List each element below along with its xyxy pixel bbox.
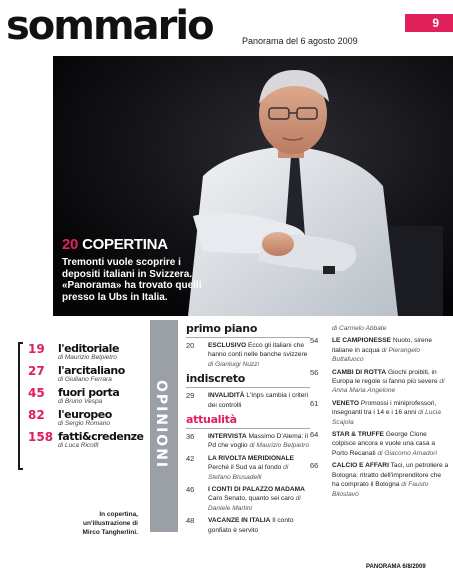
toc-entry[interactable]	[186, 432, 310, 451]
opinion-item[interactable]	[28, 430, 146, 450]
masthead-title: sommario	[6, 3, 213, 49]
entry-kicker: CAMBI DI ROTTA	[332, 368, 387, 376]
toc-entry[interactable]	[186, 454, 310, 482]
entry-kicker: ESCLUSIVO	[208, 342, 247, 349]
opinion-author: di Giuliano Ferrara	[58, 376, 112, 383]
entry-text: L'Inps cambia i criteri dei controlli	[208, 392, 309, 409]
entry-page-number: 54	[310, 336, 319, 346]
cover-credit-caption	[42, 510, 138, 537]
opinion-author: di Sergio Romano	[58, 420, 111, 427]
opinioni-band-label: OPINIONI	[153, 380, 169, 470]
contents-column-middle	[186, 322, 310, 538]
toc-entry[interactable]	[186, 516, 310, 535]
toc-entry[interactable]	[186, 391, 310, 410]
opinion-item[interactable]	[28, 342, 146, 362]
caption-line: Mirco Tangherlini.	[82, 529, 138, 536]
section-divider	[186, 387, 310, 388]
entry-byline: di Stefano Brusadelli	[208, 464, 289, 481]
entry-text: Caro Senato, quanto sei caro	[208, 495, 294, 503]
caption-line: un'illustrazione di	[83, 520, 138, 527]
opinion-author: di Maurizio Belpietro	[58, 354, 117, 361]
entry-byline: di Fausto Bilostavo	[332, 481, 429, 498]
entry-kicker: LA RIVOLTA MERIDIONALE	[208, 454, 295, 462]
section-heading-indiscreto: indiscreto	[186, 372, 246, 386]
section-divider	[186, 428, 310, 429]
entry-byline: di Carmelo Abbate	[332, 325, 387, 332]
entry-text: Il conto gonfiato è servito	[208, 517, 294, 534]
contents-column-right	[310, 324, 450, 502]
section-heading-attualita: attualità	[186, 413, 237, 427]
entry-kicker: INTERVISTA	[208, 433, 247, 441]
opinion-page-number: 45	[28, 386, 45, 400]
cover-title: COPERTINA	[82, 236, 168, 253]
issue-date: Panorama del 6 agosto 2009	[242, 36, 358, 46]
entry-byline: di Anna Maria Angelone	[332, 378, 445, 395]
toc-entry[interactable]	[310, 368, 450, 396]
entry-kicker: I CONTI DI PALAZZO MADAMA	[208, 486, 305, 494]
entry-kicker: VENETO	[332, 399, 359, 407]
bracket-decoration	[18, 342, 23, 470]
cover-page-number: 20	[62, 236, 79, 253]
entry-text: Nuoto, sirene italiane in acqua	[332, 337, 433, 354]
entry-kicker: LE CAMPIONESSE	[332, 337, 391, 345]
toc-entry[interactable]	[186, 485, 310, 513]
cover-story[interactable]	[62, 236, 202, 303]
opinion-page-number: 27	[28, 364, 45, 378]
section-heading-primo-piano: primo piano	[186, 322, 258, 335]
toc-entry[interactable]	[310, 461, 450, 499]
toc-entry[interactable]	[310, 399, 450, 427]
entry-kicker: STAR & TRUFFE	[332, 431, 384, 439]
entry-kicker: INVALIDITÀ	[208, 392, 245, 400]
opinion-title: fatti&credenze	[58, 430, 144, 443]
opinion-columns-list	[18, 342, 146, 452]
opinion-item[interactable]	[28, 386, 146, 406]
entry-text: Taci, un petroliere a Bologna: ritratto dell'imprenditore che ha comprato il Bologna	[332, 462, 449, 489]
opinion-title: l'editoriale	[58, 342, 119, 355]
entry-kicker: VACANZE IN ITALIA	[208, 517, 271, 525]
entry-byline: di Daniele Martini	[208, 495, 301, 512]
opinion-author: di Luca Ricolfi	[58, 442, 99, 449]
entry-byline: di Gianluigi Nuzzi	[208, 360, 259, 368]
entry-text: Massimo D'Alema: il Pd che voglio	[208, 433, 308, 450]
entry-page-number: 61	[310, 398, 319, 408]
cover-summary: Tremonti vuole scoprire i depositi italiani in Svizzera. «Panorama» ha trovato quelli presso la Ubs in Italia.	[62, 257, 202, 303]
opinion-page-number: 158	[28, 430, 54, 444]
entry-page-number: 46	[186, 485, 195, 495]
page-number-badge: 9	[405, 14, 453, 32]
entry-text: Giochi proibiti, in Europa le regole si fanno più severe	[332, 368, 438, 386]
section-divider	[186, 337, 310, 338]
opinion-title: l'europeo	[58, 408, 112, 421]
toc-entry-continued	[310, 324, 450, 333]
toc-entry[interactable]	[310, 336, 450, 364]
entry-page-number: 29	[186, 391, 195, 401]
entry-page-number: 66	[310, 461, 319, 471]
opinion-title: fuori porta	[58, 386, 120, 399]
entry-page-number: 48	[186, 516, 195, 526]
entry-byline: di Giacomo Amadori	[377, 449, 437, 457]
entry-byline: di Maurizio Belpietro	[249, 442, 310, 450]
toc-entry[interactable]	[310, 430, 450, 458]
caption-line: In copertina,	[99, 511, 138, 518]
entry-kicker: CALCIO E AFFARI	[332, 462, 389, 470]
entry-page-number: 56	[310, 367, 319, 377]
opinion-item[interactable]	[28, 408, 146, 428]
entry-page-number: 36	[186, 432, 195, 442]
entry-text: Perché il Sud va al fondo	[208, 464, 282, 472]
opinioni-band	[150, 320, 178, 532]
entry-byline: di Lucia Scajola	[332, 409, 441, 426]
entry-page-number: 20	[186, 341, 195, 350]
entry-byline: di Pierangelo Buttafuoco	[332, 346, 421, 364]
toc-entry[interactable]	[186, 341, 310, 369]
opinion-author: di Bruno Vespa	[58, 398, 103, 405]
page-footer: PANORAMA 6/8/2009	[366, 564, 426, 570]
entry-text: Promossi i miniprofessori, insegnanti tra i 14 e i 16 anni	[332, 399, 437, 417]
entry-text: George Clone colpisce ancora e vuole una casa a Porto Recanati	[332, 431, 436, 457]
opinion-item[interactable]	[28, 364, 146, 384]
opinion-title: l'arcitaliano	[58, 364, 125, 377]
cover-heading	[62, 236, 192, 253]
entry-page-number: 42	[186, 453, 195, 463]
opinion-page-number: 82	[28, 408, 45, 422]
entry-text: Ecco gli italiani che hanno conti nelle banche svizzere	[208, 342, 308, 359]
entry-page-number: 64	[310, 430, 319, 440]
opinion-page-number: 19	[28, 342, 45, 356]
